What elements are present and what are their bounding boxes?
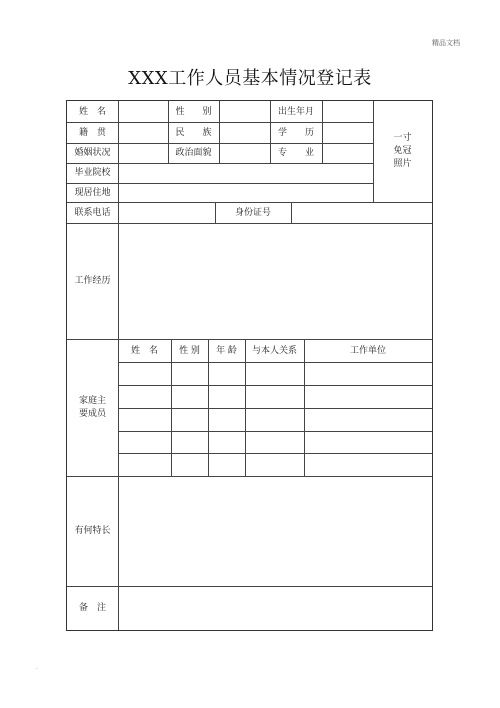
family-label <box>67 339 118 476</box>
family-label-line-1: 家庭主 <box>78 395 106 406</box>
remarks-label: 备 注 <box>78 603 106 613</box>
photo-line-1: 一寸 <box>393 133 412 143</box>
family-header-age: 年 龄 <box>216 345 237 356</box>
marital-label: 婚姻状况 <box>74 148 111 158</box>
gender-label: 性 别 <box>175 106 212 117</box>
family-header-workplace: 工作单位 <box>349 345 386 356</box>
native-label: 籍 贯 <box>78 127 106 138</box>
name-label: 姓 名 <box>78 106 106 117</box>
page-title: XXX工作人员基本情况登记表 <box>128 68 372 89</box>
address-label: 现居住地 <box>74 187 111 198</box>
major-label: 专 业 <box>277 148 314 158</box>
family-label-line-2: 要成员 <box>78 408 106 419</box>
registration-form <box>66 100 433 631</box>
birth-label: 出生年月 <box>277 106 314 117</box>
family-header-relation: 与本人关系 <box>251 345 297 356</box>
work-history-label: 工作经历 <box>74 276 111 286</box>
id-number-label: 身份证号 <box>234 207 271 218</box>
ethnicity-label: 民 族 <box>175 127 212 138</box>
phone-label: 联系电话 <box>74 207 111 218</box>
photo-line-2: 免冠 <box>393 146 412 156</box>
footer-dot: . <box>36 664 38 671</box>
school-label: 毕业院校 <box>74 168 111 178</box>
family-header-gender: 性 别 <box>179 345 200 356</box>
photo-placeholder <box>373 101 432 202</box>
family-header-name: 姓 名 <box>130 345 158 356</box>
specialty-label: 有何特长 <box>74 526 111 536</box>
photo-line-3: 照片 <box>393 159 412 169</box>
education-label: 学 历 <box>277 127 314 138</box>
political-label: 政治面貌 <box>175 148 212 158</box>
header-mark: 精品文档 <box>432 39 460 47</box>
